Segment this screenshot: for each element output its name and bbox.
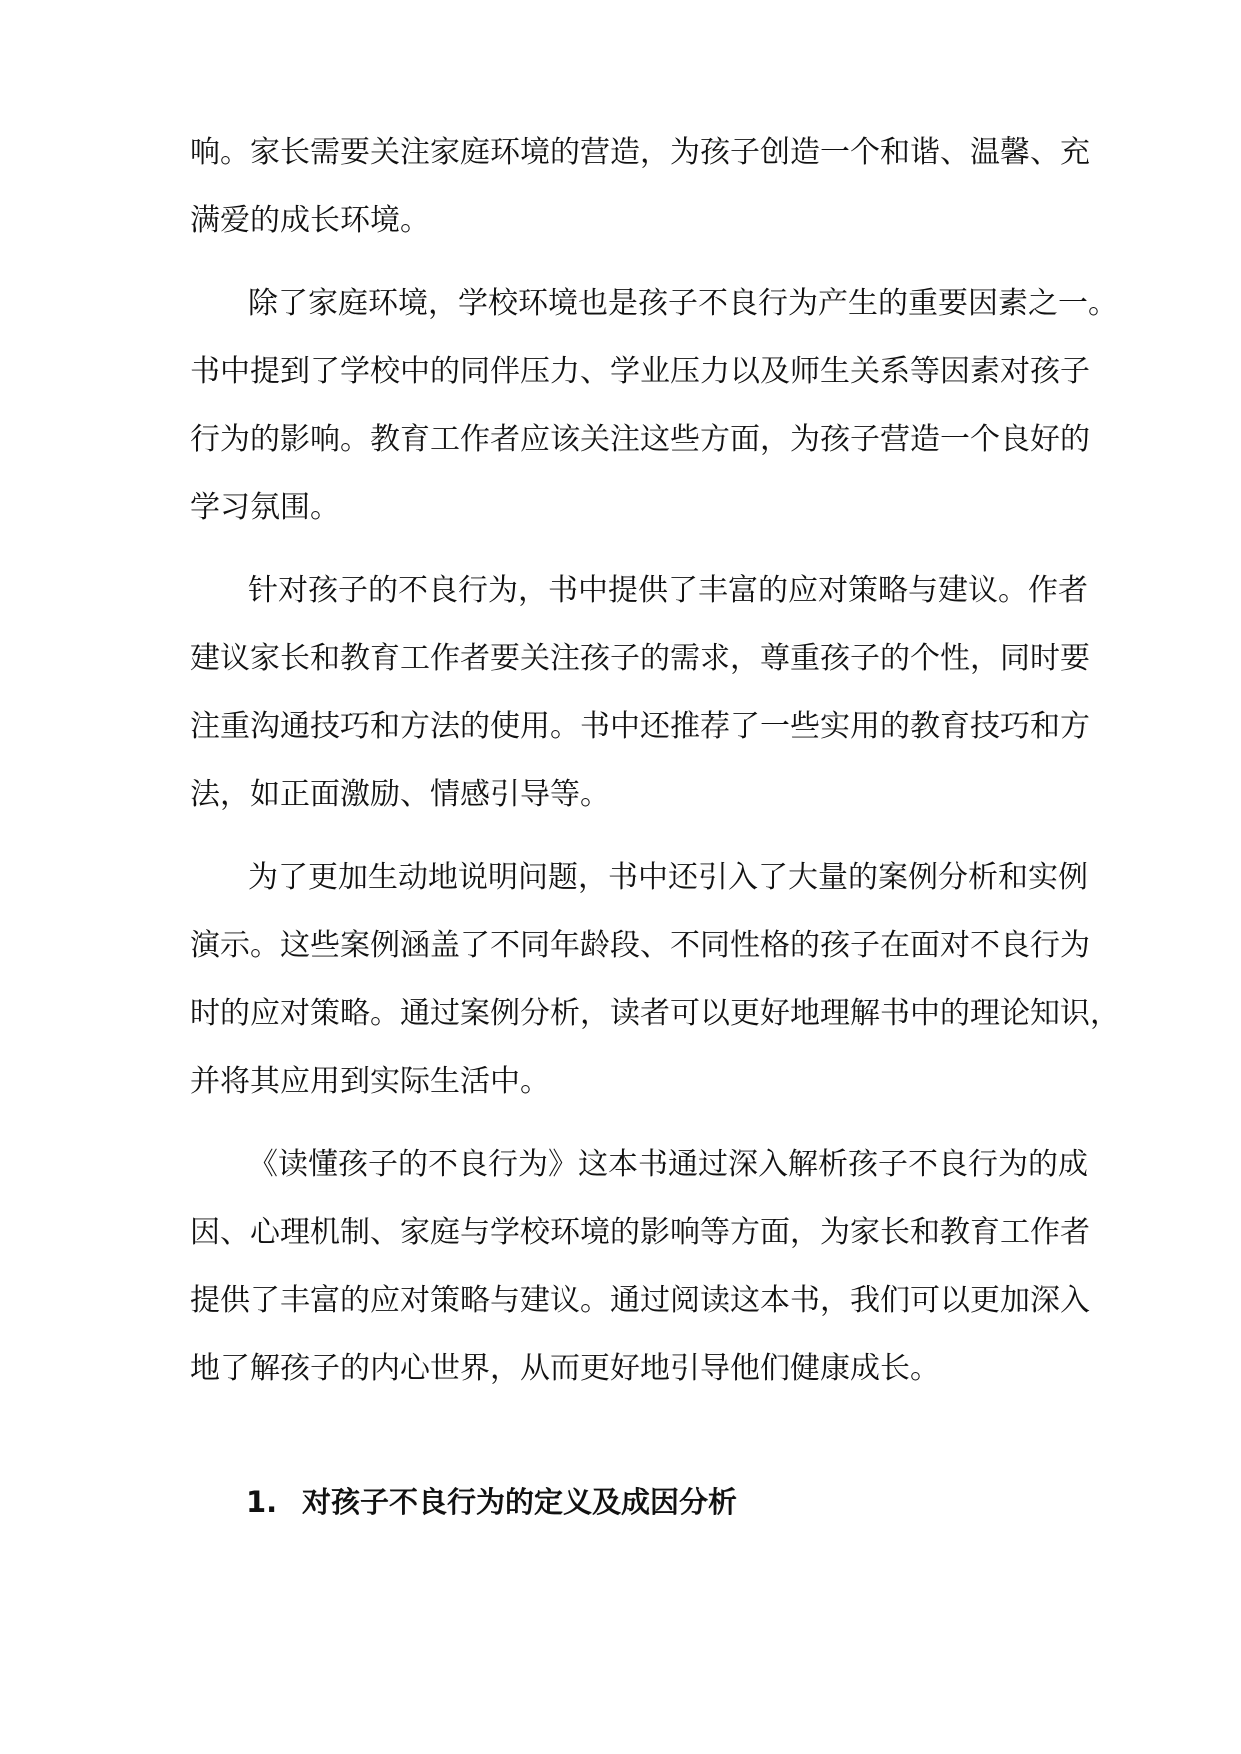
paragraph-line: 时的应对策略。通过案例分析，读者可以更好地理解书中的理论知识， [190, 996, 1120, 1031]
paragraph-line: 为了更加生动地说明问题，书中还引入了大量的案例分析和实例 [248, 860, 1088, 895]
paragraph-line: 学习氛围。 [190, 490, 340, 525]
section-number: 1. [246, 1485, 278, 1519]
paragraph-line: 注重沟通技巧和方法的使用。书中还推荐了一些实用的教育技巧和方 [190, 709, 1090, 744]
paragraph-line: 法，如正面激励、情感引导等。 [190, 777, 610, 812]
paragraph-line: 演示。这些案例涵盖了不同年龄段、不同性格的孩子在面对不良行为 [190, 928, 1090, 963]
paragraph-line: 提供了丰富的应对策略与建议。通过阅读这本书，我们可以更加深入 [190, 1283, 1090, 1318]
paragraph-line: 满爱的成长环境。 [190, 203, 430, 238]
paragraph-line: 地了解孩子的内心世界，从而更好地引导他们健康成长。 [190, 1351, 940, 1386]
paragraph-line: 书中提到了学校中的同伴压力、学业压力以及师生关系等因素对孩子 [190, 354, 1090, 389]
paragraph-line: 《读懂孩子的不良行为》这本书通过深入解析孩子不良行为的成 [248, 1147, 1088, 1182]
section-title: 对孩子不良行为的定义及成因分析 [302, 1485, 738, 1519]
section-heading [246, 1482, 737, 1522]
paragraph-line: 响。家长需要关注家庭环境的营造，为孩子创造一个和谐、温馨、充 [190, 135, 1090, 170]
paragraph-line: 针对孩子的不良行为，书中提供了丰富的应对策略与建议。作者 [248, 573, 1088, 608]
paragraph-line: 因、心理机制、家庭与学校环境的影响等方面，为家长和教育工作者 [190, 1215, 1090, 1250]
paragraph-line: 除了家庭环境，学校环境也是孩子不良行为产生的重要因素之一。 [248, 286, 1118, 321]
paragraph-line: 并将其应用到实际生活中。 [190, 1064, 550, 1099]
paragraph-line: 建议家长和教育工作者要关注孩子的需求，尊重孩子的个性，同时要 [190, 641, 1090, 676]
paragraph-line: 行为的影响。教育工作者应该关注这些方面，为孩子营造一个良好的 [190, 422, 1090, 457]
